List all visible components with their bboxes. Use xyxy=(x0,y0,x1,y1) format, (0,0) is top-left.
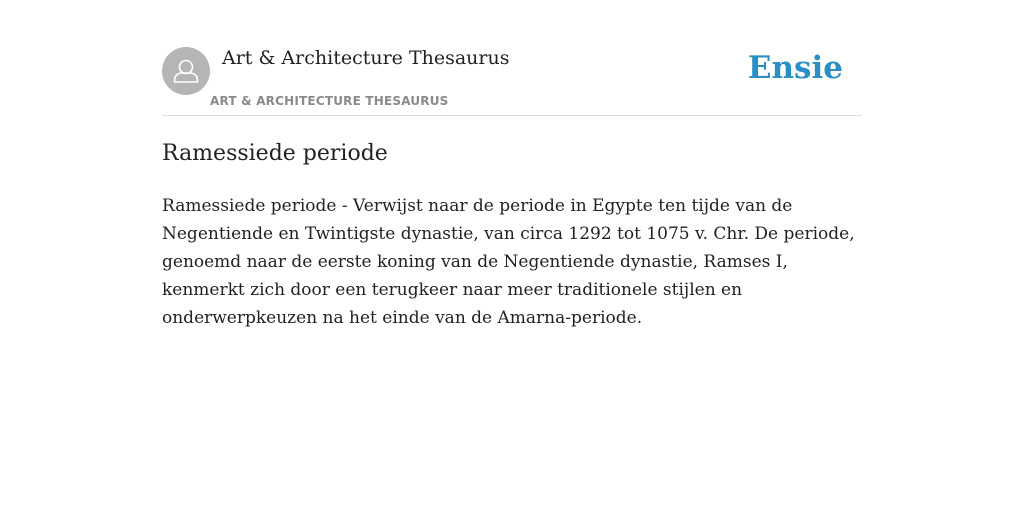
source-subtitle[interactable]: ART & ARCHITECTURE THESAURUS xyxy=(210,94,449,108)
ensie-logo[interactable]: Ensie xyxy=(747,50,843,86)
entry-text: Ramessiede periode - Verwijst naar de periode in Egypte ten tijde van de Negentiende en Twintigste dynastie, van circa 1292 tot 1075 v. Chr. De periode, genoemd naar de eerste koning van de Negentiende dynastie, Ramses I, kenmerkt zich door een terugkeer naar meer traditionele stijlen en onderwerpkeuzen na het einde van de Amarna-periode. xyxy=(162,196,855,328)
user-silhouette-icon xyxy=(162,47,210,95)
entry-title: Ramessiede periode xyxy=(162,141,388,166)
entry-header xyxy=(162,0,862,116)
entry-card xyxy=(162,0,862,328)
source-title[interactable]: Art & Architecture Thesaurus xyxy=(222,47,510,69)
avatar[interactable] xyxy=(162,47,210,95)
